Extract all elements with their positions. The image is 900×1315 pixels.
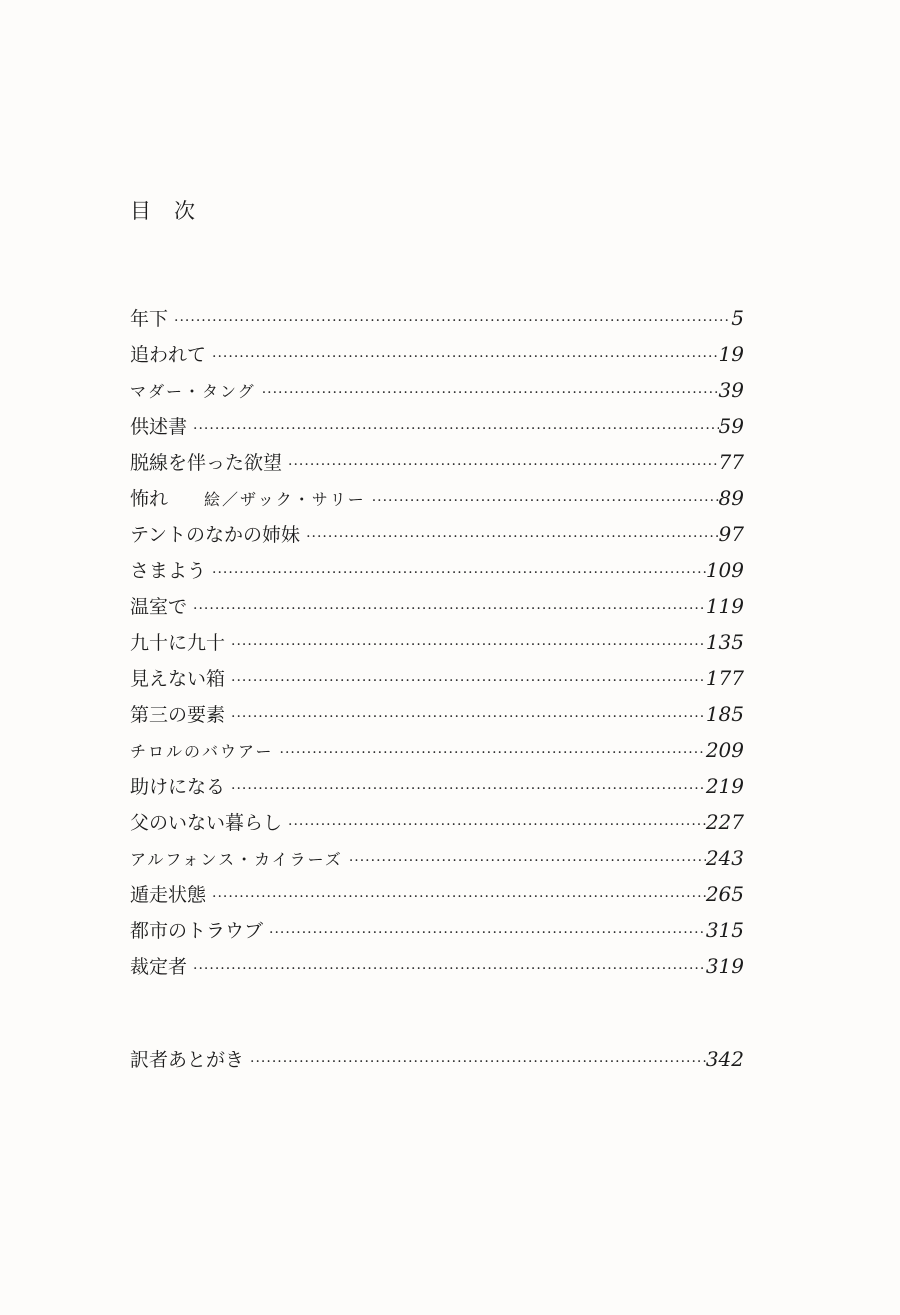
toc-entry [130, 660, 744, 696]
dot-leader [250, 1044, 706, 1080]
entry-page-number: 39 [718, 378, 744, 402]
entry-page-number: 315 [705, 918, 744, 942]
toc-entry [130, 516, 744, 552]
entry-title: 見えない箱 [130, 668, 226, 690]
entry-title: 父のいない暮らし [130, 812, 283, 834]
entry-page-number: 89 [718, 486, 744, 510]
entry-title: 怖れ [130, 488, 169, 510]
toc-entry [130, 732, 744, 768]
dot-leader [212, 879, 706, 915]
entry-title: 都市のトラウブ [130, 920, 264, 942]
toc-entry [130, 876, 744, 912]
entry-title: 温室で [130, 596, 188, 618]
entry-title: アルフォンス・カイラーズ [130, 850, 343, 869]
entry-title: 追われて [130, 344, 207, 366]
entry-title: 遁走状態 [130, 884, 207, 906]
toc-entry [130, 912, 744, 948]
entry-page-number: 109 [705, 558, 744, 582]
entry-page-number: 243 [705, 846, 744, 870]
toc-entry [130, 444, 744, 480]
entry-page-number: 77 [718, 450, 744, 474]
dot-leader [231, 771, 706, 807]
entry-page-number: 319 [705, 954, 744, 978]
toc-entry [130, 300, 744, 336]
dot-leader [193, 951, 706, 987]
entry-page-number: 59 [718, 414, 744, 438]
dot-leader [306, 519, 718, 555]
dot-leader [231, 627, 706, 663]
entry-title: 訳者あとがき [130, 1049, 245, 1071]
entry-page-number: 97 [718, 522, 744, 546]
toc-entry [130, 552, 744, 588]
toc-entry [130, 480, 744, 516]
entry-title: マダー・タング [130, 382, 256, 401]
toc-entry [130, 588, 744, 624]
dot-leader [231, 663, 706, 699]
entry-title: チロルのバウアー [130, 742, 274, 761]
toc-afterword-entry [130, 1041, 744, 1077]
dot-leader [349, 843, 706, 879]
dot-leader [280, 735, 706, 771]
toc-entry [130, 696, 744, 732]
entry-page-number: 177 [705, 666, 744, 690]
entry-page-number: 5 [731, 306, 744, 330]
entry-page-number: 185 [705, 702, 744, 726]
entry-page-number: 342 [705, 1047, 744, 1071]
entry-title: 供述書 [130, 416, 188, 438]
toc-entry [130, 840, 744, 876]
toc-entry [130, 408, 744, 444]
entry-title: 裁定者 [130, 956, 188, 978]
dot-leader [174, 303, 731, 339]
toc-entry [130, 768, 744, 804]
dot-leader [193, 411, 719, 447]
dot-leader [288, 447, 719, 483]
toc-entry [130, 804, 744, 840]
entry-page-number: 227 [705, 810, 744, 834]
entry-page-number: 209 [705, 738, 744, 762]
dot-leader [193, 591, 706, 627]
entry-title: 脱線を伴った欲望 [130, 452, 283, 474]
dot-leader [212, 339, 719, 375]
toc-entry [130, 624, 744, 660]
entry-title: さまよう [130, 560, 207, 582]
entry-page-number: 135 [705, 630, 744, 654]
entry-title: 年下 [130, 308, 169, 330]
dot-leader [288, 807, 706, 843]
toc-entry [130, 948, 744, 984]
toc-entry [130, 336, 744, 372]
entry-page-number: 19 [718, 342, 744, 366]
dot-leader [269, 915, 706, 951]
toc-list [130, 300, 744, 1077]
entry-title: 助けになる [130, 776, 226, 798]
entry-page-number: 265 [705, 882, 744, 906]
entry-title: テントのなかの姉妹 [130, 524, 301, 546]
dot-leader [231, 699, 706, 735]
dot-leader [372, 483, 719, 519]
entry-page-number: 219 [705, 774, 744, 798]
entry-credit: 絵／ザック・サリー [204, 490, 366, 509]
toc-heading: 目 次 [130, 199, 196, 223]
dot-leader [212, 555, 706, 591]
entry-page-number: 119 [705, 594, 744, 618]
entry-title: 九十に九十 [130, 632, 226, 654]
toc-entry [130, 372, 744, 408]
dot-leader [262, 375, 719, 411]
entry-title: 第三の要素 [130, 704, 226, 726]
